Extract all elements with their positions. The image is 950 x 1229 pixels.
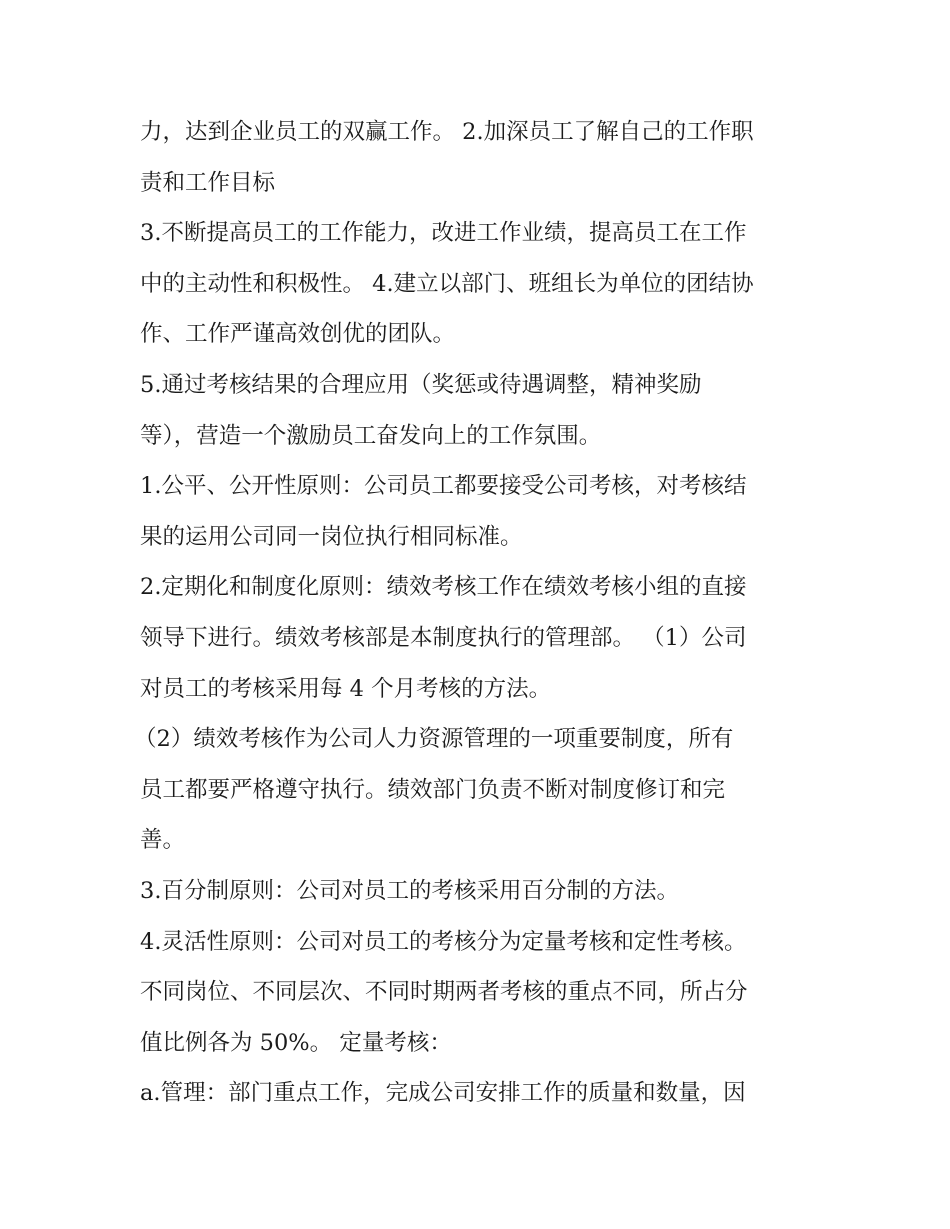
- text-line: 中的主动性和积极性。 4.建立以部门、班组长为单位的团结协: [140, 270, 754, 297]
- text-line: 责和工作目标: [140, 169, 276, 196]
- text-line: 4.灵活性原则：公司对员工的考核分为定量考核和定性考核。: [140, 928, 747, 955]
- text-line: 值比例各为 50%。 定量考核：: [140, 1029, 452, 1056]
- text-line: 领导下进行。绩效考核部是本制度执行的管理部。 （1）公司: [140, 624, 747, 651]
- text-line: 不同岗位、不同层次、不同时期两者考核的重点不同，所占分: [140, 979, 748, 1006]
- text-line: 果的运用公司同一岗位执行相同标准。: [140, 523, 523, 550]
- document-body: [134, 107, 820, 1119]
- text-line: （2）绩效考核作为公司人力资源管理的一项重要制度，所有: [134, 726, 734, 753]
- text-line: 3.不断提高员工的工作能力，改进工作业绩，提高员工在工作: [140, 220, 747, 247]
- text-line: 作、工作严谨高效创优的团队。: [140, 321, 456, 348]
- text-line: 善。: [140, 827, 186, 854]
- text-line: 对员工的考核采用每 4 个月考核的方法。: [140, 675, 552, 702]
- text-line: 5.通过考核结果的合理应用（奖惩或待遇调整，精神奖励: [140, 371, 702, 398]
- text-line: 力，达到企业员工的双赢工作。 2.加深员工了解自己的工作职: [140, 119, 754, 145]
- text-line: 等），营造一个激励员工奋发向上的工作氛围。: [140, 422, 602, 449]
- text-line: a.管理：部门重点工作，完成公司安排工作的质量和数量，因: [140, 1080, 746, 1107]
- text-line: 1.公平、公开性原则：公司员工都要接受公司考核，对考核结: [140, 473, 747, 500]
- text-line: 员工都要严格遵守执行。绩效部门负责不断对制度修订和完: [140, 776, 726, 803]
- text-line: 3.百分制原则：公司对员工的考核采用百分制的方法。: [140, 877, 679, 904]
- text-line: 2.定期化和制度化原则：绩效考核工作在绩效考核小组的直接: [140, 574, 747, 601]
